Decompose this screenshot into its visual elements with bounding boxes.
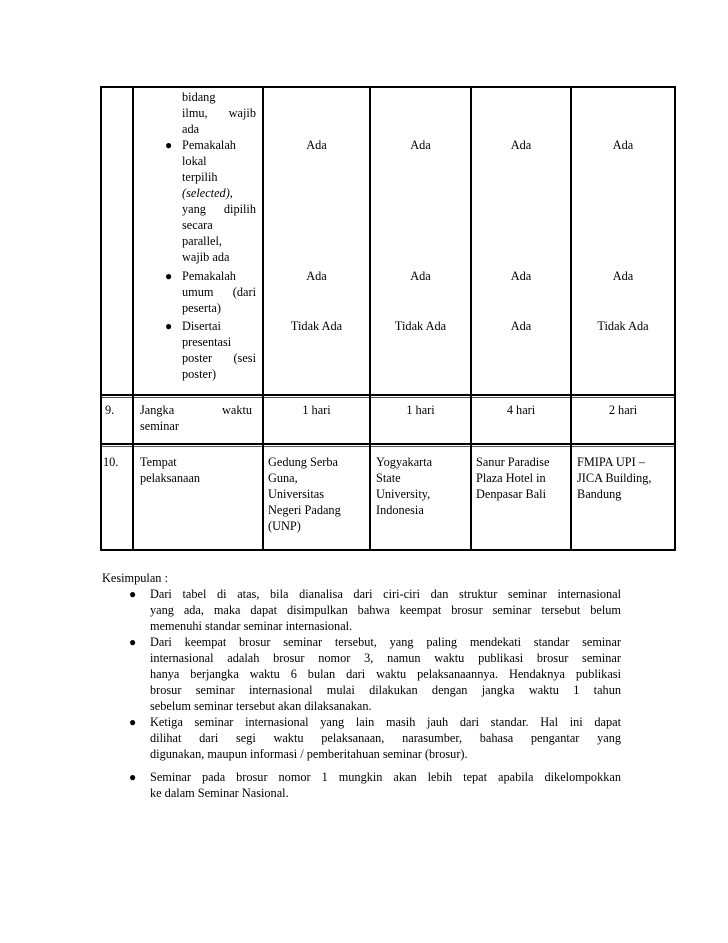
criteria-line: lokal [182,154,207,168]
criteria-line: terpilih [182,170,218,184]
conclusion-line: ke dalam Seminar Nasional. [150,786,289,800]
cell-value: University, [376,487,431,501]
criteria-line: Pemakalah [182,269,236,283]
cell-value: 2 hari [608,403,638,417]
criteria-line: parallel, [182,234,222,248]
bullet-icon: ● [165,319,173,333]
criteria-line: bidang [182,90,216,104]
cell-value: Yogyakarta [376,455,433,469]
col-divider [100,86,102,551]
cell-value: Ada [306,269,327,283]
criteria-line: umum (dari [182,285,256,299]
cell-value: Negeri Padang [268,503,341,517]
cell-value: Tidak Ada [394,319,447,333]
bullet-icon: ● [129,635,137,649]
conclusion-line: dilihat dari segi waktu pelaksanaan, narasumber, bahasa pengantar yang [150,731,621,745]
criteria-line: poster) [182,367,217,381]
conclusion-line: brosur seminar internasional mulai dilakukan dengan jangka waktu 1 tahun [150,683,621,697]
cell-value: Ada [410,269,431,283]
criteria-line: secara [182,218,213,232]
criteria-line: Pemakalah [182,138,236,152]
conclusion-line: Seminar pada brosur nomor 1 mungkin akan lebih tepat apabila dikelompokkan [150,770,621,784]
cell-value: Indonesia [376,503,424,517]
criteria-line: poster (sesi [182,351,256,365]
conclusion-heading: Kesimpulan : [102,571,168,585]
cell-value: Plaza Hotel in [476,471,546,485]
row-label: Jangka [140,403,175,417]
conclusion-line: digunakan, maupun informasi / pemberitahuan seminar (brosur). [150,747,468,761]
row-number: 9. [105,403,115,417]
conclusion-line: internasional adalah brosur nomor 3, namun waktu publikasi brosur seminar [150,651,621,665]
cell-value: Ada [510,319,532,333]
criteria-line: (selected), [182,186,233,200]
cell-value: Ada [612,138,634,152]
row-label: pelaksanaan [140,471,201,485]
bullet-icon: ● [165,269,173,283]
cell-value: Tidak Ada [597,319,649,333]
col-divider [132,86,134,551]
conclusion-line: sebelum seminar tersebut akan dilaksanakan. [150,699,372,713]
criteria-line: wajib ada [182,250,230,264]
cell-value: 1 hari [302,403,331,417]
cell-value: Ada [510,269,532,283]
bullet-icon: ● [129,715,137,729]
col-divider [674,86,676,551]
cell-value: FMIPA UPI – [577,455,645,469]
cell-value: Bandung [577,487,622,501]
criteria-line: presentasi [182,335,232,349]
row-label: waktu [222,403,253,417]
criteria-line: peserta) [182,301,221,315]
cell-value: 1 hari [406,403,435,417]
criteria-line: ilmu, wajib [182,106,256,120]
cell-value: Universitas [268,487,325,501]
table-border-bottom [100,549,676,551]
table-border-top [100,86,676,88]
bullet-icon: ● [165,138,173,152]
cell-value: (UNP) [268,519,301,533]
row-divider [100,443,676,445]
cell-value: Guna, [268,471,298,485]
cell-value: Ada [612,269,634,283]
cell-value: Denpasar Bali [476,487,546,501]
conclusion-line: hanya berjangka waktu 6 bulan dari waktu pelaksanaannya. Hendaknya publikasi [150,667,621,681]
conclusion-line: Dari tabel di atas, bila dianalisa dari ciri-ciri dan struktur seminar internasional [150,587,621,601]
criteria-line: yang dipilih [182,202,256,216]
row-label: Tempat [140,455,177,469]
criteria-line: Disertai [182,319,221,333]
bullet-icon: ● [129,587,137,601]
cell-value: State [376,471,401,485]
row-number: 10. [103,455,119,469]
cell-value: Sanur Paradise [476,455,550,469]
conclusion-line: Dari keempat brosur seminar tersebut, yang paling mendekati standar seminar [150,635,621,649]
row-divider [100,446,676,447]
cell-value: Ada [510,138,532,152]
cell-value: 4 hari [506,403,536,417]
row-label: seminar [140,419,179,433]
conclusion-line: yang ada, maka dapat disimpulkan bahwa keempat brosur seminar tersebut belum [150,603,621,617]
row-divider [100,397,676,398]
bullet-icon: ● [129,770,137,784]
cell-value: JICA Building, [577,471,652,485]
row-divider [100,394,676,396]
criteria-line: ada [182,122,200,136]
cell-value: Ada [410,138,431,152]
cell-value: Gedung Serba [268,455,339,469]
cell-value: Ada [306,138,327,152]
conclusion-line: memenuhi standar seminar internasional. [150,619,353,633]
cell-value: Tidak Ada [290,319,343,333]
conclusion-line: Ketiga seminar internasional yang lain masih jauh dari standar. Hal ini dapat [150,715,621,729]
